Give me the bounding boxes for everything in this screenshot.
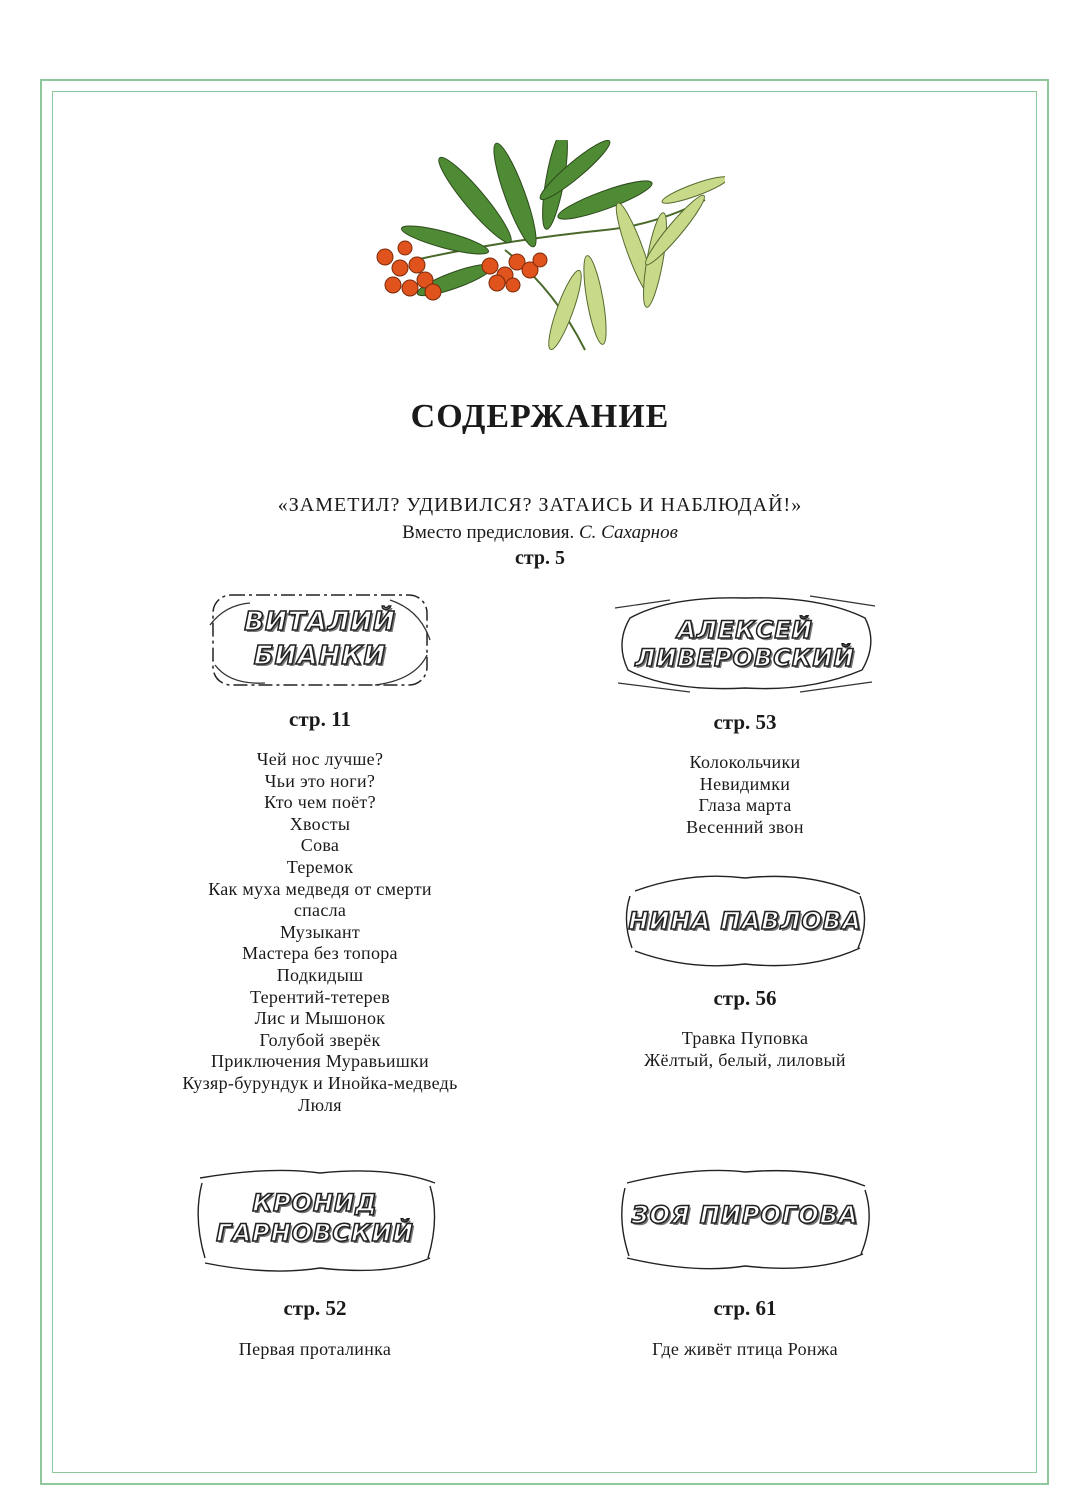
story-item: Люля [298, 1094, 342, 1115]
plaque-name-line2: БИАНКИ [253, 641, 387, 671]
story-item: Подкидыш [276, 964, 364, 985]
plaque-name-line1: АЛЕКСЕЙ [677, 616, 813, 644]
plaque-name-line2: ЛИВЕРОВСКИЙ [635, 644, 855, 672]
story-list [600, 1339, 890, 1361]
story-list [170, 1339, 460, 1361]
story-item: Кузяр-бурундук и Инойка-медведь [182, 1072, 458, 1093]
story-item: Чьи это ноги? [264, 770, 376, 791]
preface-subtitle-text: Вместо предисловия. [402, 522, 575, 543]
plaque-name [610, 616, 880, 672]
plaque-name [190, 1188, 440, 1248]
story-item: Весенний звон [686, 816, 804, 837]
page-number: стр. 56 [713, 986, 777, 1010]
story-item: Невидимки [699, 773, 791, 794]
page-number: стр. 53 [713, 710, 777, 734]
plaque-name-line1: КРОНИД [252, 1189, 378, 1217]
story-item: Терентий-тетерев [249, 986, 391, 1007]
author-plaque-bianki [205, 585, 435, 695]
story-item: Чей нос лучше? [256, 749, 384, 769]
contents-title: СОДЕРЖАНИЕ [410, 398, 670, 435]
story-item: Первая проталинка [238, 1339, 392, 1359]
story-list [180, 749, 460, 1116]
preface-title: «ЗАМЕТИЛ? УДИВИЛСЯ? ЗАТАИСЬ И НАБЛЮДАЙ!» [277, 494, 803, 516]
plaque-name-line1: НИНА ПАВЛОВА [628, 907, 862, 935]
preface-subtitle [0, 522, 1080, 544]
plaque-name-line1: ВИТАЛИЙ [244, 607, 396, 637]
story-item: Теремок [286, 856, 354, 877]
page-number: стр. 52 [283, 1296, 347, 1320]
preface-page: стр. 5 [514, 547, 566, 569]
story-item: Хвосты [289, 813, 351, 834]
story-item: Жёлтый, белый, лиловый [644, 1049, 846, 1070]
author-plaque-pavlova [620, 866, 870, 976]
plaque-name [615, 1200, 875, 1230]
author-plaque-pirogova [615, 1158, 875, 1278]
story-item: Музыкант [279, 921, 361, 942]
story-item: Голубой зверёк [259, 1029, 381, 1050]
plaque-name [205, 605, 435, 673]
page-number: стр. 61 [713, 1296, 777, 1320]
story-list [600, 752, 890, 838]
plaque-name-line2: ГАРНОВСКИЙ [216, 1219, 414, 1247]
author-plaque-liverovsky [610, 588, 880, 698]
story-item: Колокольчики [689, 752, 801, 772]
author-section-liverovsky [600, 588, 890, 838]
author-plaque-garnovsky [190, 1158, 440, 1278]
story-item: Глаза марта [698, 795, 792, 816]
rowan-branch-illustration [355, 140, 725, 380]
story-item: Лис и Мышонок [254, 1008, 386, 1029]
author-section-garnovsky [170, 1158, 460, 1361]
story-item: Мастера без топора [242, 943, 398, 964]
plaque-name-line1: ЗОЯ ПИРОГОВА [631, 1201, 859, 1229]
author-section-pavlova [600, 866, 890, 1071]
author-section-bianki [180, 585, 460, 1116]
story-item: Где живёт птица Ронжа [652, 1339, 838, 1359]
story-item: Кто чем поёт? [264, 792, 376, 813]
page-number: стр. 11 [289, 707, 351, 731]
story-item: Сова [300, 835, 340, 856]
story-item: Приключения Муравьишки [211, 1051, 429, 1072]
story-list [600, 1028, 890, 1071]
author-section-pirogova [600, 1158, 890, 1361]
story-item: Как муха медведя от смерти спасла [208, 878, 432, 921]
plaque-name [620, 906, 870, 936]
story-item: Травка Пуповка [681, 1028, 809, 1048]
preface-author: С. Сахарнов [578, 522, 678, 543]
